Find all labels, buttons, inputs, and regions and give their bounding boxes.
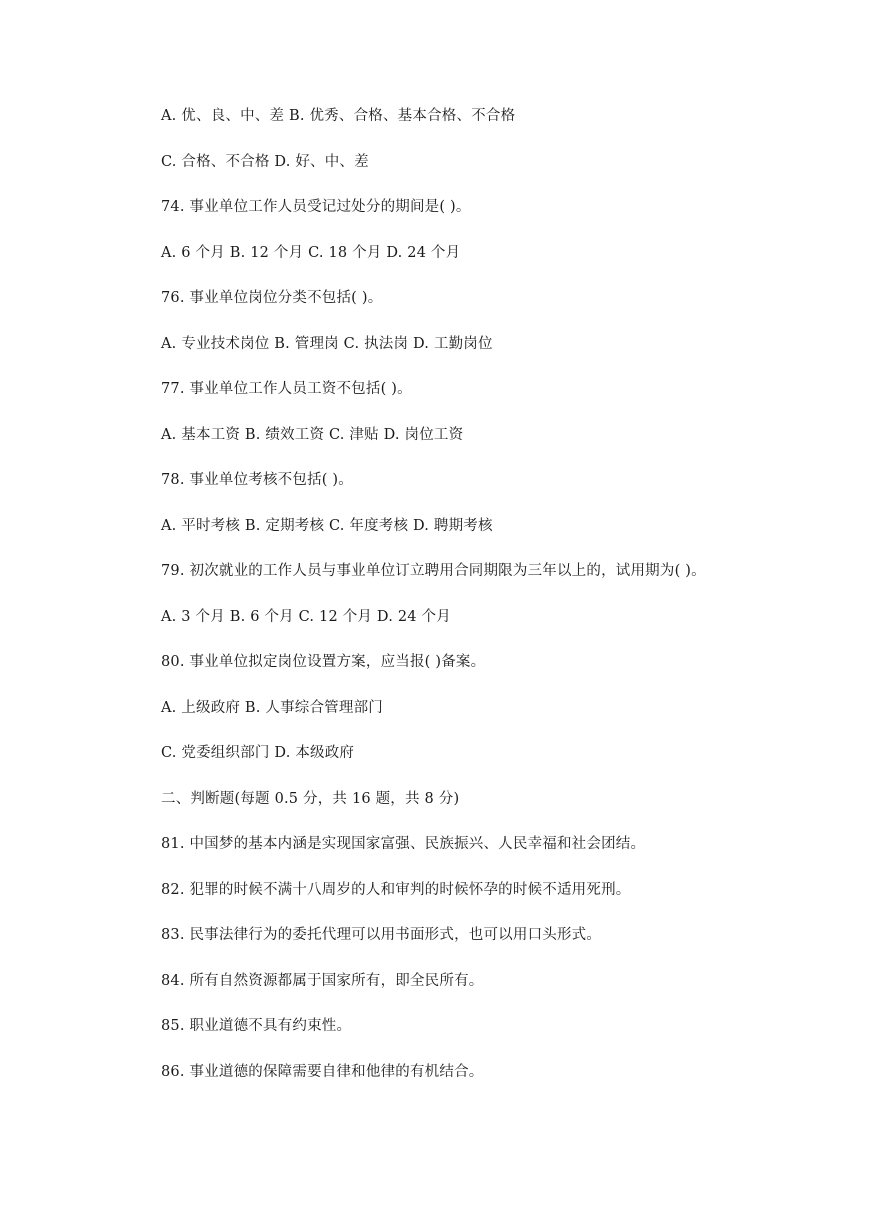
answer-options-line: A. 平时考核 B. 定期考核 C. 年度考核 D. 聘期考核 <box>161 517 493 534</box>
question-86: 86. 事业道德的保障需要自律和他律的有机结合。 <box>161 1063 484 1080</box>
question-80: 80. 事业单位拟定岗位设置方案，应当报( )备案。 <box>161 654 486 670</box>
question-74: 74. 事业单位工作人员受记过处分的期间是( )。 <box>161 199 471 215</box>
document-body <box>161 104 841 1105</box>
question-76: 76. 事业单位岗位分类不包括( )。 <box>161 290 383 306</box>
question-78: 78. 事业单位考核不包括( )。 <box>161 472 353 488</box>
section-heading: 二、判断题(每题 0.5 分，共 16 题，共 8 分) <box>161 790 460 807</box>
question-85: 85. 职业道德不具有约束性。 <box>161 1018 352 1034</box>
answer-options-line: A. 基本工资 B. 绩效工资 C. 津贴 D. 岗位工资 <box>161 426 464 443</box>
question-79: 79. 初次就业的工作人员与事业单位订立聘用合同期限为三年以上的，试用期为( )。 <box>161 563 706 579</box>
question-84: 84. 所有自然资源都属于国家所有，即全民所有。 <box>161 972 484 989</box>
answer-options-line: A. 6 个月 B. 12 个月 C. 18 个月 D. 24 个月 <box>161 244 461 261</box>
question-81: 81. 中国梦的基本内涵是实现国家富强、民族振兴、人民幸福和社会团结。 <box>161 836 646 852</box>
answer-options-line: C. 党委组织部门 D. 本级政府 <box>161 745 355 761</box>
answer-options-line: A. 专业技术岗位 B. 管理岗 C. 执法岗 D. 工勤岗位 <box>161 335 493 352</box>
question-82: 82. 犯罪的时候不满十八周岁的人和审判的时候怀孕的时候不适用死刑。 <box>161 881 631 898</box>
answer-options-line: A. 上级政府 B. 人事综合管理部门 <box>161 699 383 716</box>
answer-options-line: A. 优、良、中、差 B. 优秀、合格、基本合格、不合格 <box>161 108 516 124</box>
answer-options-line: C. 合格、不合格 D. 好、中、差 <box>161 153 369 170</box>
question-83: 83. 民事法律行为的委托代理可以用书面形式，也可以用口头形式。 <box>161 927 602 943</box>
answer-options-line: A. 3 个月 B. 6 个月 C. 12 个月 D. 24 个月 <box>161 608 451 625</box>
question-77: 77. 事业单位工作人员工资不包括( )。 <box>161 381 412 397</box>
